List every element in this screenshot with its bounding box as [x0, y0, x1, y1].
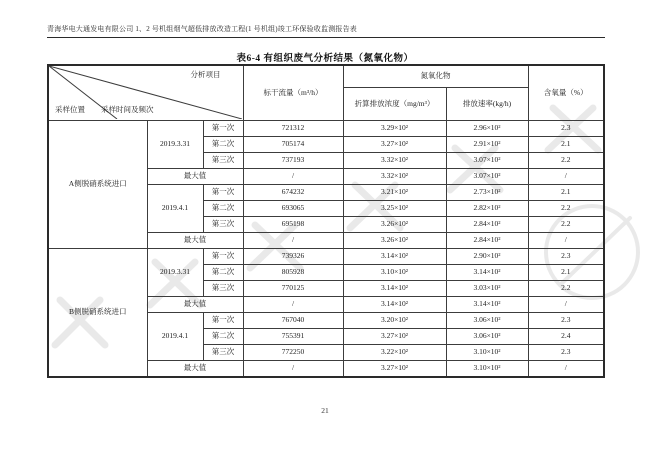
flow-cell: 755391 [243, 329, 343, 345]
date-cell: 2019.4.1 [147, 185, 203, 233]
rate-cell: 3.14×10² [446, 297, 528, 313]
header-flow: 标干流量（m³/h） [243, 65, 343, 121]
freq-cell: 第二次 [203, 201, 243, 217]
oxygen-cell: 2.3 [528, 121, 604, 137]
flow-cell: 674232 [243, 185, 343, 201]
conc-cell: 3.14×10² [343, 297, 446, 313]
table-title: 表6-4 有组织废气分析结果（氮氧化物） [236, 54, 414, 64]
corner-label-analysis-item: 分析项目 [190, 70, 221, 79]
oxygen-cell: 2.1 [528, 265, 604, 281]
freq-cell: 第三次 [203, 281, 243, 297]
header-oxygen: 含氧量（%） [528, 65, 604, 121]
header-rule [47, 37, 605, 38]
location-cell: B侧脱硝系统进口 [48, 249, 147, 378]
rate-cell: 3.03×10² [446, 281, 528, 297]
oxygen-cell: 2.2 [528, 153, 604, 169]
analysis-results-table [47, 64, 605, 378]
oxygen-cell: 2.4 [528, 329, 604, 345]
rate-cell: 2.73×10² [446, 185, 528, 201]
document-header: 青海华电大通发电有限公司 1、2 号机组烟气超低排放改造工程(1 号机组)竣工环保验收监测报告表 [47, 25, 358, 33]
freq-cell: 第二次 [203, 265, 243, 281]
max-label-cell: 最大值 [147, 297, 243, 313]
conc-cell: 3.27×10² [343, 137, 446, 153]
rate-cell: 3.10×10² [446, 361, 528, 378]
oxygen-cell: / [528, 297, 604, 313]
oxygen-cell: 2.3 [528, 249, 604, 265]
conc-cell: 3.26×10² [343, 233, 446, 249]
freq-cell: 第一次 [203, 249, 243, 265]
freq-cell: 第三次 [203, 153, 243, 169]
rate-cell: 3.06×10² [446, 313, 528, 329]
conc-cell: 3.14×10² [343, 281, 446, 297]
conc-cell: 3.10×10² [343, 265, 446, 281]
oxygen-cell: / [528, 169, 604, 185]
flow-cell: / [243, 297, 343, 313]
conc-cell: 3.27×10² [343, 329, 446, 345]
freq-cell: 第三次 [203, 217, 243, 233]
oxygen-cell: / [528, 233, 604, 249]
flow-cell: / [243, 169, 343, 185]
freq-cell: 第二次 [203, 329, 243, 345]
table-row [48, 121, 604, 137]
flow-cell: 737193 [243, 153, 343, 169]
conc-cell: 3.22×10² [343, 345, 446, 361]
freq-cell: 第一次 [203, 121, 243, 137]
flow-cell: 767040 [243, 313, 343, 329]
conc-cell: 3.21×10² [343, 185, 446, 201]
freq-cell: 第一次 [203, 185, 243, 201]
conc-cell: 3.32×10² [343, 169, 446, 185]
conc-cell: 3.20×10² [343, 313, 446, 329]
flow-cell: 772250 [243, 345, 343, 361]
rate-cell: 2.84×10² [446, 233, 528, 249]
table-row [48, 249, 604, 265]
oxygen-cell: 2.3 [528, 313, 604, 329]
rate-cell: 3.14×10² [446, 265, 528, 281]
conc-cell: 3.25×10² [343, 201, 446, 217]
oxygen-cell: / [528, 361, 604, 378]
max-label-cell: 最大值 [147, 233, 243, 249]
header-rate: 排放速率(kg/h) [446, 88, 528, 121]
flow-cell: / [243, 361, 343, 378]
oxygen-cell: 2.2 [528, 201, 604, 217]
rate-cell: 2.90×10² [446, 249, 528, 265]
corner-label-sampling-time: 采样时间及频次 [101, 105, 154, 115]
flow-cell: 770125 [243, 281, 343, 297]
date-cell: 2019.4.1 [147, 313, 203, 361]
location-cell: A侧脱硝系统进口 [48, 121, 147, 249]
date-cell: 2019.3.31 [147, 249, 203, 297]
conc-cell: 3.32×10² [343, 153, 446, 169]
rate-cell: 3.10×10² [446, 345, 528, 361]
flow-cell: 721312 [243, 121, 343, 137]
flow-cell: 739326 [243, 249, 343, 265]
conc-cell: 3.27×10² [343, 361, 446, 378]
max-label-cell: 最大值 [147, 169, 243, 185]
freq-cell: 第二次 [203, 137, 243, 153]
header-nox-group: 氮氧化物 [343, 65, 528, 88]
corner-header-cell [48, 65, 243, 121]
flow-cell: 705174 [243, 137, 343, 153]
oxygen-cell: 2.2 [528, 217, 604, 233]
oxygen-cell: 2.1 [528, 185, 604, 201]
conc-cell: 3.26×10² [343, 217, 446, 233]
rate-cell: 2.84×10² [446, 217, 528, 233]
corner-label-sampling-location: 采样位置 [55, 105, 85, 115]
flow-cell: / [243, 233, 343, 249]
oxygen-cell: 2.1 [528, 137, 604, 153]
rate-cell: 2.91×10² [446, 137, 528, 153]
date-cell: 2019.3.31 [147, 121, 203, 169]
oxygen-cell: 2.2 [528, 281, 604, 297]
rate-cell: 3.06×10² [446, 329, 528, 345]
rate-cell: 3.07×10² [446, 153, 528, 169]
header-concentration: 折算排放浓度（mg/m³） [343, 88, 446, 121]
rate-cell: 3.07×10² [446, 169, 528, 185]
rate-cell: 2.96×10² [446, 121, 528, 137]
page-number: 21 [321, 406, 329, 415]
max-label-cell: 最大值 [147, 361, 243, 378]
flow-cell: 805928 [243, 265, 343, 281]
freq-cell: 第一次 [203, 313, 243, 329]
conc-cell: 3.29×10² [343, 121, 446, 137]
freq-cell: 第三次 [203, 345, 243, 361]
oxygen-cell: 2.3 [528, 345, 604, 361]
rate-cell: 2.82×10² [446, 201, 528, 217]
conc-cell: 3.14×10² [343, 249, 446, 265]
flow-cell: 693065 [243, 201, 343, 217]
flow-cell: 695198 [243, 217, 343, 233]
